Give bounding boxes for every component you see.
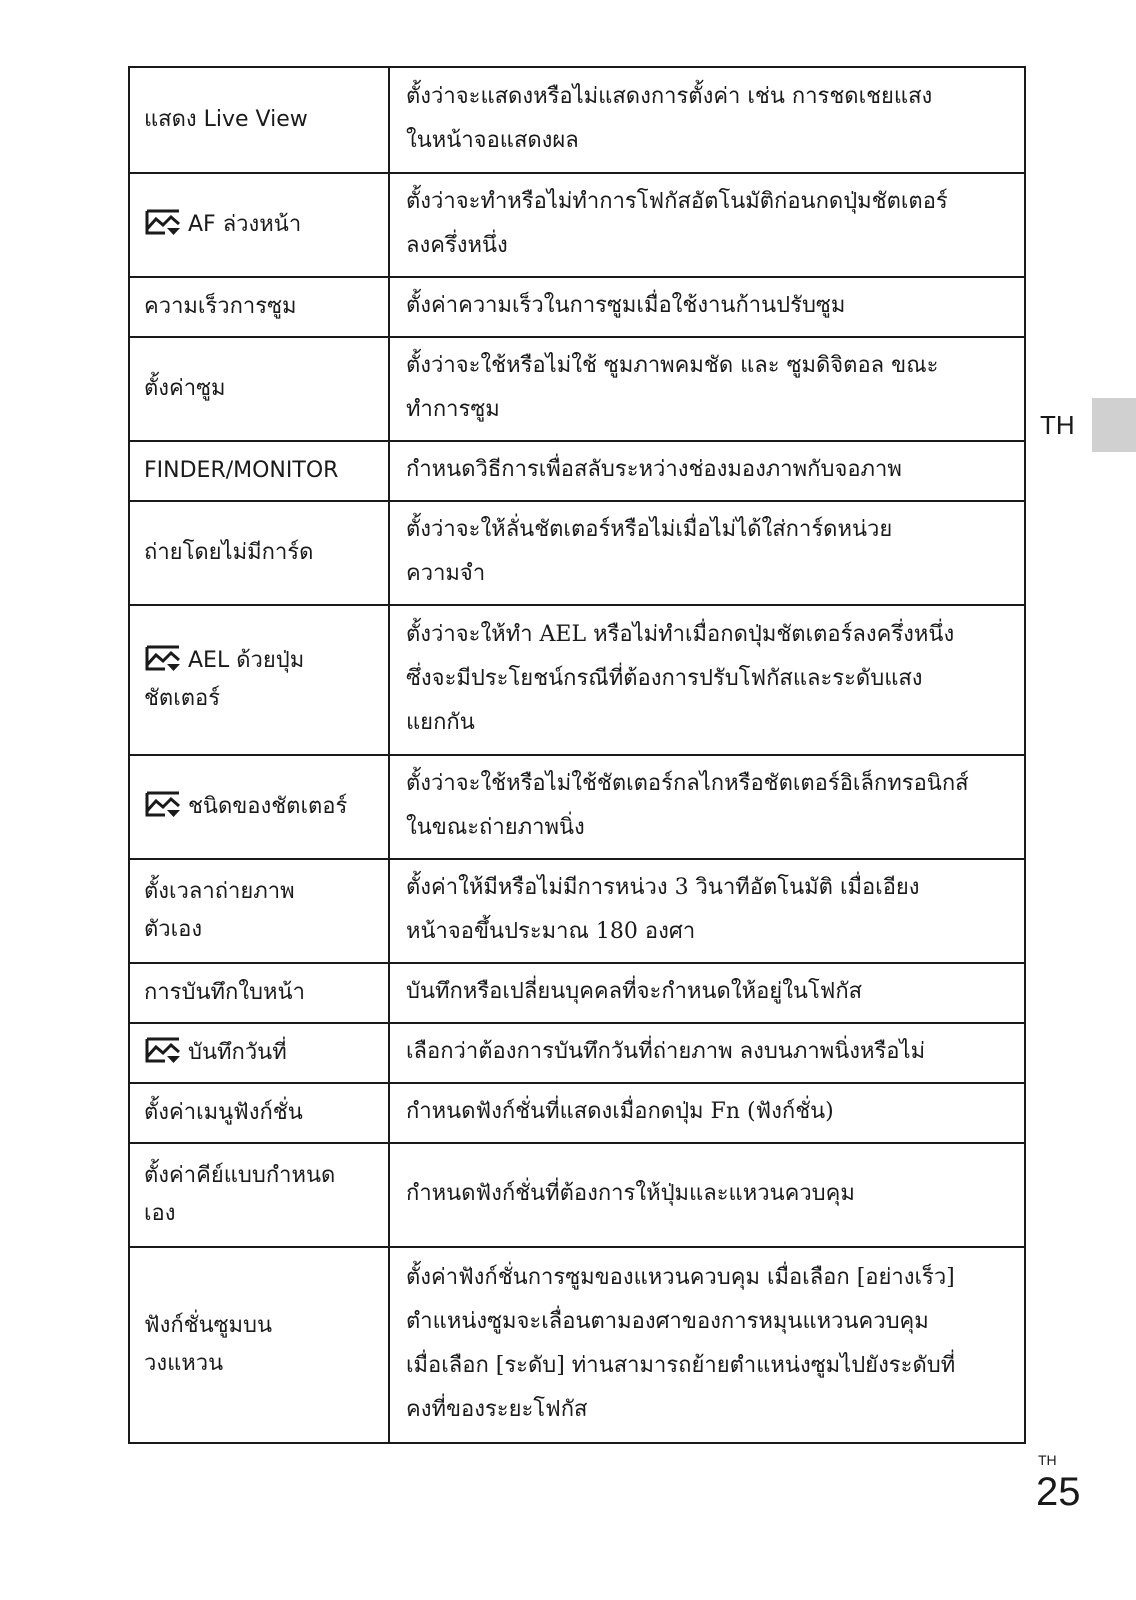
setting-description-cell (389, 605, 1025, 755)
setting-name-cell (129, 277, 389, 337)
setting-name-cell (129, 67, 389, 173)
setting-name-cell (129, 337, 389, 441)
setting-name-line2: วงแหวน (144, 1351, 224, 1376)
setting-name-line2: ชัตเตอร์ (144, 686, 221, 711)
setting-row (129, 605, 1025, 755)
setting-name: การบันทึกใบหน้า (144, 980, 305, 1005)
setting-description-cell (389, 755, 1025, 859)
setting-name: AEL ด้วยปุ่ม (188, 648, 305, 673)
setting-row (129, 277, 1025, 337)
setting-name: ตั้งค่าซูม (144, 376, 226, 401)
setting-description-cell (389, 337, 1025, 441)
setting-description-line: หน้าจอขึ้นประมาณ 180 องศา (406, 919, 696, 944)
setting-description-line: ความจำ (406, 561, 486, 586)
setting-description-cell (389, 963, 1025, 1023)
page-number: 25 (1036, 1470, 1081, 1514)
still-image-icon (144, 790, 182, 818)
setting-description-line: ตั้งว่าจะแสดงหรือไม่แสดงการตั้งค่า เช่น การชดเชยแสง (406, 84, 933, 109)
setting-row (129, 1083, 1025, 1143)
setting-row (129, 441, 1025, 501)
setting-description-line: เลือกว่าต้องการบันทึกวันที่ถ่ายภาพ ลงบนภาพนิ่งหรือไม่ (406, 1039, 926, 1064)
setting-description-line: กำหนดวิธีการเพื่อสลับระหว่างช่องมองภาพกับจอภาพ (406, 457, 902, 482)
setting-description-line: ตั้งว่าจะใช้หรือไม่ใช้ ซูมภาพคมชัด และ ซูมดิจิตอล ขณะ (406, 353, 939, 378)
footer-language: TH (1038, 1452, 1057, 1468)
setting-description-line: ตั้งว่าจะใช้หรือไม่ใช้ชัตเตอร์กลไกหรือชัตเตอร์อิเล็กทรอนิกส์ (406, 771, 969, 796)
setting-description-cell (389, 1083, 1025, 1143)
setting-description-line: ในหน้าจอแสดงผล (406, 128, 579, 153)
setting-name: FINDER/MONITOR (144, 458, 339, 483)
setting-row (129, 755, 1025, 859)
setting-description-line: ตั้งว่าจะให้ลั่นชัตเตอร์หรือไม่เมื่อไม่ได้ใส่การ์ดหน่วย (406, 517, 893, 542)
setting-row (129, 1247, 1025, 1443)
setting-name: ถ่ายโดยไม่มีการ์ด (144, 540, 314, 565)
setting-name-cell (129, 173, 389, 277)
setting-description-cell (389, 173, 1025, 277)
setting-name-cell (129, 963, 389, 1023)
setting-description-cell (389, 501, 1025, 605)
setting-name-cell (129, 501, 389, 605)
setting-row (129, 1023, 1025, 1083)
setting-row (129, 963, 1025, 1023)
setting-name: แสดง Live View (144, 107, 308, 132)
setting-name: ชนิดของชัตเตอร์ (188, 794, 348, 819)
setting-name-cell (129, 1143, 389, 1247)
setting-name: ตั้งเวลาถ่ายภาพ (144, 879, 295, 904)
setting-row (129, 1143, 1025, 1247)
setting-name-cell (129, 605, 389, 755)
setting-row (129, 173, 1025, 277)
setting-row (129, 501, 1025, 605)
setting-description-line: แยกกัน (406, 710, 475, 735)
setting-description-line: ตั้งค่าความเร็วในการซูมเมื่อใช้งานก้านปรับซูม (406, 293, 846, 318)
setting-description-line: ตั้งว่าจะทำหรือไม่ทำการโฟกัสอัตโนมัติก่อนกดปุ่มชัตเตอร์ (406, 189, 948, 214)
setting-name-cell (129, 1023, 389, 1083)
setting-description-line: บันทึกหรือเปลี่ยนบุคคลที่จะกำหนดให้อยู่ในโฟกัส (406, 979, 863, 1004)
setting-name-line2: เอง (144, 1201, 176, 1226)
setting-description-cell (389, 1143, 1025, 1247)
setting-name-cell (129, 1247, 389, 1443)
setting-name-cell (129, 441, 389, 501)
side-language-tab (1092, 398, 1136, 452)
setting-description-line: ซึ่งจะมีประโยชน์กรณีที่ต้องการปรับโฟกัสและระดับแสง (406, 666, 923, 691)
setting-description-line: กำหนดฟังก์ชั่นที่แสดงเมื่อกดปุ่ม Fn (ฟังก์ชั่น) (406, 1099, 834, 1124)
still-image-icon (144, 208, 182, 236)
setting-name-cell (129, 1083, 389, 1143)
setting-description-line: ตั้งว่าจะให้ทำ AEL หรือไม่ทำเมื่อกดปุ่มชัตเตอร์ลงครึ่งหนึ่ง (406, 622, 955, 647)
setting-description-line: ลงครึ่งหนึ่ง (406, 233, 508, 258)
setting-name: บันทึกวันที่ (188, 1040, 287, 1065)
setting-row (129, 859, 1025, 963)
setting-description-cell (389, 441, 1025, 501)
setting-description-line: ทำการซูม (406, 397, 500, 422)
setting-description-cell (389, 859, 1025, 963)
setting-name: ตั้งค่าเมนูฟังก์ชั่น (144, 1100, 303, 1125)
side-language-label: TH (1040, 410, 1075, 440)
setting-description-line: ในขณะถ่ายภาพนิ่ง (406, 815, 585, 840)
setting-description-line: กำหนดฟังก์ชั่นที่ต้องการให้ปุ่มและแหวนควบคุม (406, 1181, 855, 1206)
setting-name-cell (129, 755, 389, 859)
settings-table (128, 66, 1026, 1444)
setting-name: ฟังก์ชั่นซูมบน (144, 1313, 273, 1338)
setting-name-line2: ตัวเอง (144, 917, 203, 942)
setting-description-cell (389, 1247, 1025, 1443)
setting-description-line: ตั้งค่าให้มีหรือไม่มีการหน่วง 3 วินาทีอัตโนมัติ เมื่อเอียง (406, 875, 920, 900)
setting-name: ตั้งค่าคีย์แบบกำหนด (144, 1163, 336, 1188)
still-image-icon (144, 644, 182, 672)
settings-table-body (129, 67, 1025, 1443)
setting-name: AF ล่วงหน้า (188, 212, 302, 237)
setting-description-cell (389, 277, 1025, 337)
setting-row (129, 67, 1025, 173)
setting-description-line: ตำแหน่งซูมจะเลื่อนตามองศาของการหมุนแหวนควบคุม (406, 1309, 929, 1334)
setting-description-line: คงที่ของระยะโฟกัส (406, 1397, 588, 1422)
setting-description-line: ตั้งค่าฟังก์ชั่นการซูมของแหวนควบคุม เมื่อเลือก [อย่างเร็ว] (406, 1265, 955, 1290)
still-image-icon (144, 1036, 182, 1064)
setting-name-cell (129, 859, 389, 963)
setting-name: ความเร็วการซูม (144, 294, 297, 319)
setting-description-cell (389, 67, 1025, 173)
setting-description-cell (389, 1023, 1025, 1083)
setting-description-line: เมื่อเลือก [ระดับ] ท่านสามารถย้ายตำแหน่งซูมไปยังระดับที่ (406, 1353, 956, 1378)
setting-row (129, 337, 1025, 441)
